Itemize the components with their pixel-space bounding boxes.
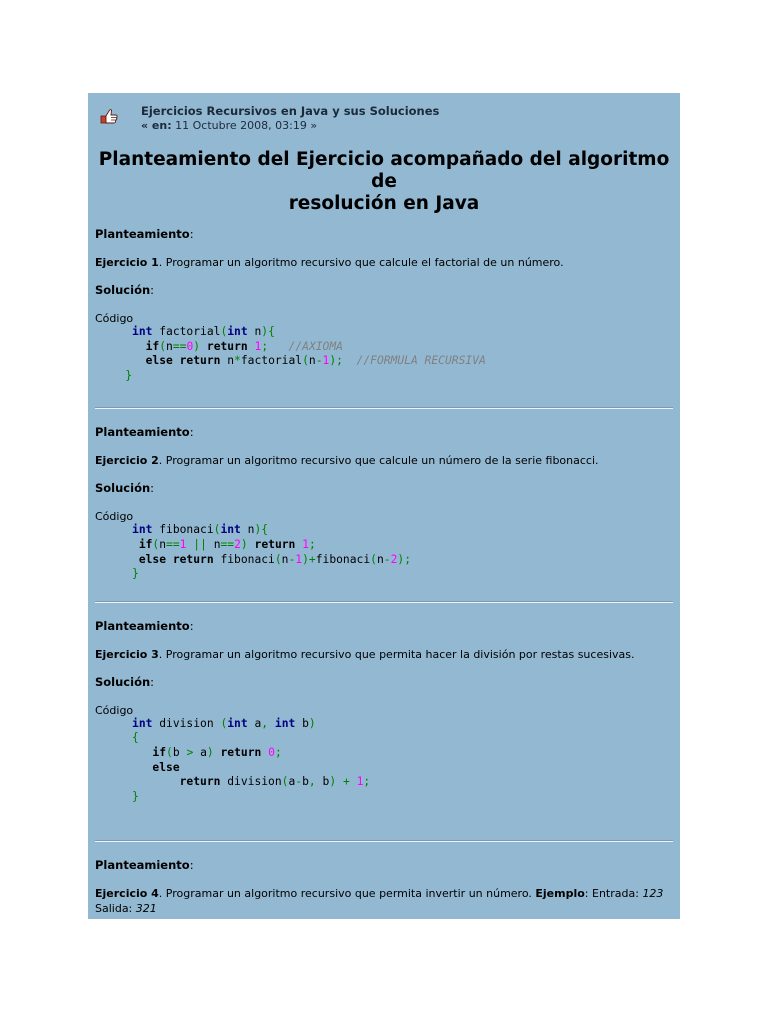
planteamiento-label [95,619,673,634]
solucion-label [95,283,673,298]
planteamiento-label [95,227,673,242]
planteamiento-label [95,425,673,440]
thumbs-up-hand-icon [99,107,119,125]
code-label: Código [95,703,134,717]
colon: : [189,858,194,873]
exercise-section-1 [95,227,673,409]
code-label: Código [95,312,134,325]
exercise-section-2 [95,425,673,602]
exercise-name: Ejercicio 4 [95,887,159,901]
solucion-label [95,481,673,496]
exercise-name: Ejercicio 2 [95,454,159,468]
solucion-text: Solución [95,674,151,689]
code-block: int division (int a, int b) { if(b > a) return 0; else return division(a-b, b) + 1; } [132,716,371,803]
example-text: : Entrada: [584,887,643,901]
post-date-prefix: « en: [141,119,172,132]
solucion-text: Solución [95,283,151,297]
exercise-statement [95,647,673,662]
section-divider [95,601,673,603]
example-input: 123 [642,887,664,901]
exercise-text: . Programar un algoritmo recursivo que permita hacer la división por restas sucesivas. [158,647,635,661]
page-title [95,149,673,215]
page-title-line-2: resolución en Java [288,193,480,214]
colon: : [189,227,194,241]
planteamiento-text: Planteamiento [95,425,190,440]
planteamiento-text: Planteamiento [95,858,190,873]
exercise-statement [95,886,673,916]
exercise-name: Ejercicio 3 [95,647,159,661]
solucion-label [95,675,673,690]
colon: : [150,283,155,297]
exercise-statement [95,453,673,468]
exercise-text: . Programar un algoritmo recursivo que calcule el factorial de un número. [158,256,564,269]
code-label: Código [95,510,134,524]
exercise-section-3 [95,619,673,843]
planteamiento-text: Planteamiento [95,227,190,241]
example-output-label: Salida: [95,902,136,916]
code-block: int factorial(int n){ if(n==0) return 1; //AXIOMA else return n*factorial(n-1); //FORMULA RECURSIVA } [125,325,486,382]
code-block: int fibonaci(int n){ if(n==1 || n==2) return 1; else return fibonaci(n-1)+fibonaci(n-2); } [132,523,411,581]
colon: : [189,618,194,633]
post-date-value: 11 Octubre 2008, 03:19 » [175,119,318,132]
example-output: 321 [135,902,157,916]
post-header [95,93,673,145]
colon: : [150,674,155,689]
exercise-section-4 [95,858,673,916]
exercise-text: . Programar un algoritmo recursivo que permita invertir un número. [158,887,536,901]
solucion-text: Solución [95,481,151,496]
post-date [141,119,317,132]
example-label: Ejemplo [535,887,585,901]
colon: : [189,425,194,440]
section-divider [95,840,673,842]
planteamiento-text: Planteamiento [95,618,190,633]
planteamiento-label [95,858,673,873]
post-title-link[interactable]: Ejercicios Recursivos en Java y sus Soluciones [141,104,440,118]
post-panel [88,93,680,919]
exercise-text: . Programar un algoritmo recursivo que calcule un número de la serie fibonacci. [158,454,599,468]
exercise-name: Ejercicio 1 [95,256,159,269]
exercise-statement [95,255,673,270]
page-title-line-1: Planteamiento del Ejercicio acompañado del algoritmo de [98,149,670,192]
colon: : [150,481,155,496]
section-divider [95,407,673,409]
